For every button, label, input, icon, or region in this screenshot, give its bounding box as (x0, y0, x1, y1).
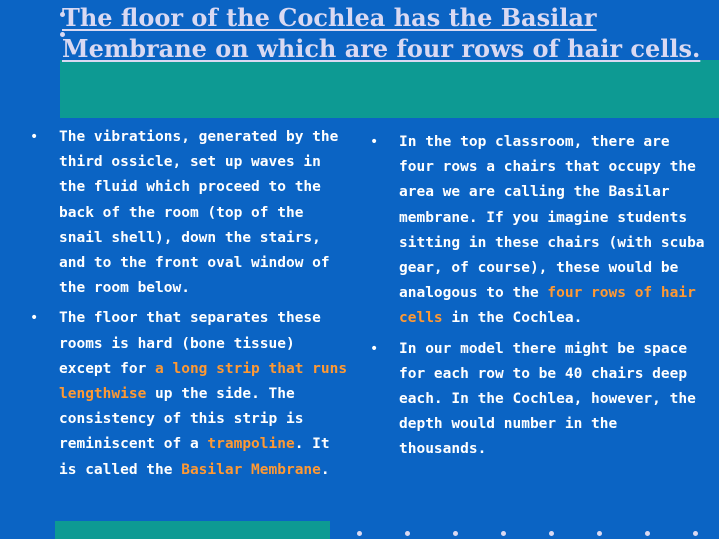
left-bullet-1 (30, 125, 350, 301)
right-bullet-1-text: in the Cochlea. (442, 310, 583, 327)
left-bullet-2-text: The floor that separates these rooms is hard (bone tissue) except for (59, 310, 321, 377)
title-line-2: Membrane on which are four rows of hair cells. (62, 34, 701, 63)
left-bullet-2-text: . (320, 461, 330, 478)
title-line-1: The floor of the Cochlea has the Basilar (62, 3, 597, 32)
bullet-marker: • (30, 129, 39, 145)
highlight-trampoline: trampoline (207, 436, 295, 453)
teal-header-band (60, 60, 719, 118)
highlight-four-rows-hair-cells: four rows of hair cells (399, 285, 696, 327)
right-column (370, 130, 710, 468)
highlight-basilar-membrane: Basilar Membrane (181, 461, 321, 478)
left-bullet-2-text: . It is called the (59, 436, 330, 478)
decorative-dots-row (357, 531, 719, 537)
left-bullet-2 (30, 306, 350, 482)
left-bullet-1-text: The vibrations, generated by the third ossicle, set up waves in the fluid which proceed to the back of the room (top of the snail shell), down the stairs, and to the front oval window of the room below. (59, 129, 339, 297)
right-bullet-2-text: In our model there might be space for each row to be 40 chairs deep each. In the Cochlea, however, the depth would number in the thousands. (399, 340, 696, 458)
bullet-marker: • (370, 340, 379, 357)
teal-footer-band (55, 521, 330, 539)
right-bullet-1-text: In the top classroom, there are four rows a chairs that occupy the area we are calling the Basilar membrane. If you imagine students sitting in these chairs (with scuba gear, of course), these would be analogous to the (399, 134, 705, 302)
left-column (30, 125, 350, 488)
highlight-long-strip: a long strip that runs lengthwise (59, 360, 348, 403)
left-bullet-2-text: up the side. The consistency of this strip is reminiscent of a (59, 386, 304, 453)
bullet-marker: • (30, 310, 39, 327)
right-bullet-2 (370, 337, 710, 463)
right-bullet-1 (370, 130, 710, 332)
bullet-marker: • (370, 134, 379, 150)
slide-title (62, 2, 712, 64)
